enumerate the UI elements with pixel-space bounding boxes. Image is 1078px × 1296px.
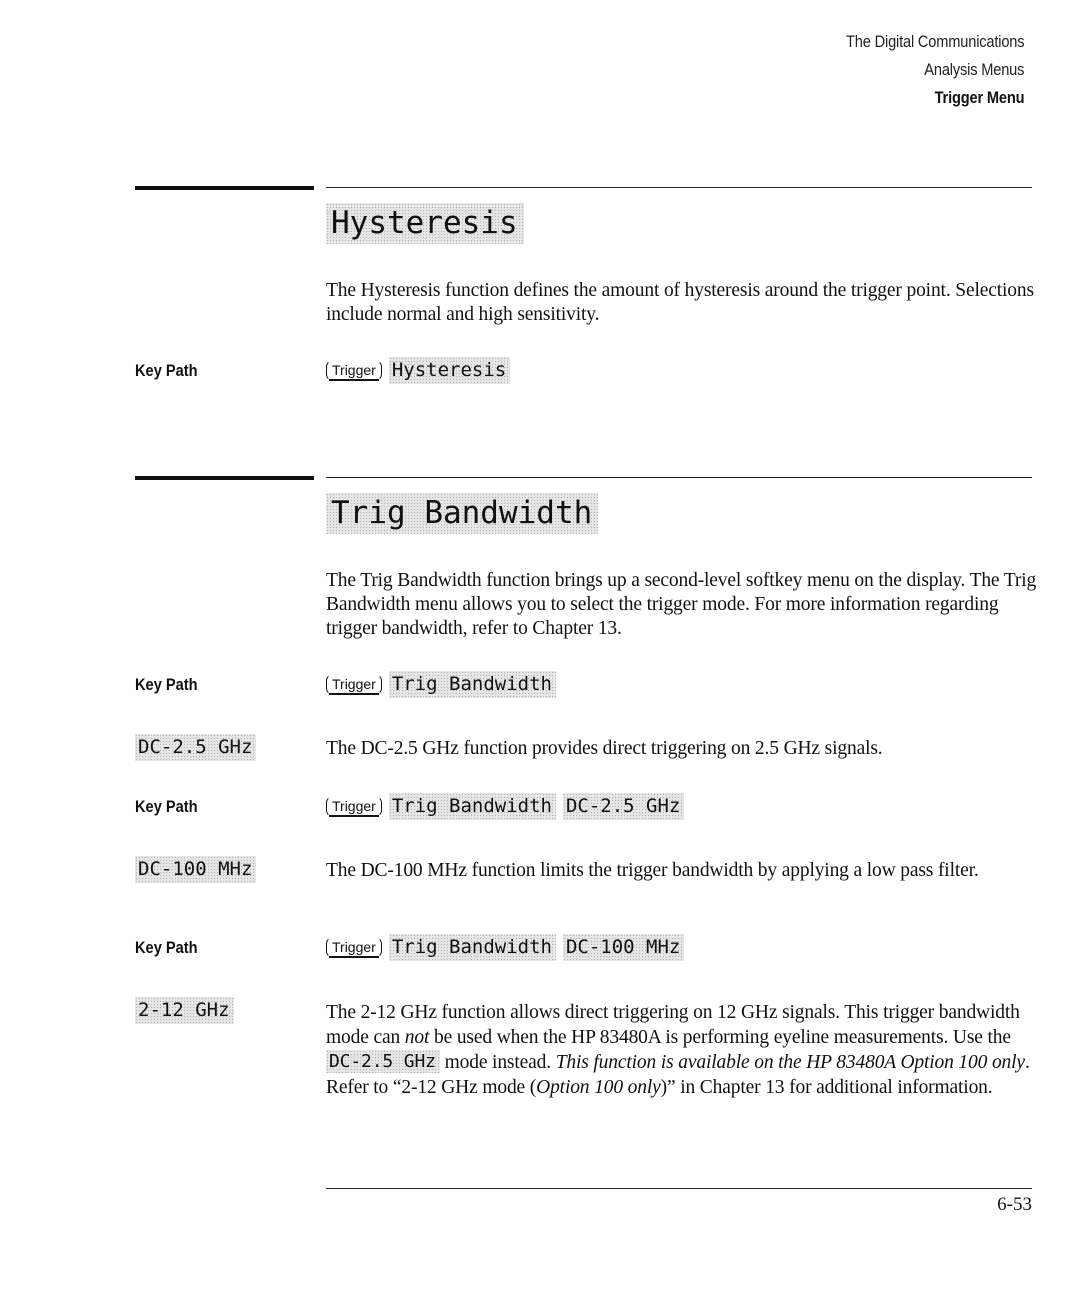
dc-100-mhz-description: The DC-100 MHz function limits the trigger bandwidth by applying a low pass filter. <box>326 860 979 881</box>
hysteresis-key-path <box>326 357 510 384</box>
trig-bandwidth-description: The Trig Bandwidth function brings up a second-level softkey menu on the display. The Trig Bandwidth menu allows you to select the trigger mode. For more information regarding trigger bandwidth, refer to Chapter 13. <box>326 570 1037 639</box>
trigger-hardkey: Trigger <box>326 796 382 816</box>
section-rule-thick <box>135 476 314 480</box>
dc-2-5-ghz-inline-key: DC-2.5 GHz <box>326 1050 440 1073</box>
hysteresis-softkey: Hysteresis <box>389 357 510 384</box>
desc-emphasis: This function is available on the HP 83480A Option 100 only <box>555 1052 1025 1073</box>
desc-text: be used when the HP 83480A is performing eyeline measurements. Use the <box>429 1027 1011 1048</box>
hysteresis-key-path-label: Key Path <box>135 361 198 380</box>
page-number: 6-53 <box>997 1194 1032 1215</box>
dc-2-5-ghz-key: DC-2.5 GHz <box>135 734 256 761</box>
dc-100-mhz-key-path-label: Key Path <box>135 938 198 957</box>
trigger-hardkey: Trigger <box>326 674 382 694</box>
2-12-ghz-key: 2-12 GHz <box>135 997 234 1024</box>
dc-100-mhz-key: DC-100 MHz <box>135 856 256 883</box>
running-header-line1: The Digital Communications <box>845 32 1024 51</box>
desc-emphasis: not <box>404 1027 430 1048</box>
desc-emphasis: Option 100 only <box>536 1077 661 1098</box>
trig-bandwidth-softkey: Trig Bandwidth <box>389 934 556 961</box>
trig-bandwidth-key-path-label: Key Path <box>135 675 198 694</box>
dc-2-5-ghz-description: The DC-2.5 GHz function provides direct triggering on 2.5 GHz signals. <box>326 738 883 759</box>
hysteresis-description: The Hysteresis function defines the amount of hysteresis around the trigger point. Selections include normal and high sensitivity. <box>326 280 1034 325</box>
trig-bandwidth-softkey: Trig Bandwidth <box>389 671 556 698</box>
desc-text: mode instead. <box>439 1052 556 1073</box>
hysteresis-title: Hysteresis <box>326 203 524 244</box>
trigger-hardkey: Trigger <box>326 360 382 380</box>
dc-2-5-ghz-key-path-label: Key Path <box>135 797 198 816</box>
running-header-line3: Trigger Menu <box>934 88 1024 107</box>
2-12-ghz-description <box>326 1000 1038 1100</box>
footer-rule <box>326 1188 1032 1189</box>
desc-text: The 2-12 GHz function allows direct triggering on 12 GHz signals. This trigger bandwidth mode can <box>326 1002 1020 1048</box>
trigger-hardkey: Trigger <box>326 937 382 957</box>
dc-2-5-ghz-softkey: DC-2.5 GHz <box>563 793 684 820</box>
trig-bandwidth-title: Trig Bandwidth <box>326 493 598 534</box>
trig-bandwidth-key-path <box>326 671 556 698</box>
section-rule-thick <box>135 186 314 190</box>
dc-100-mhz-softkey: DC-100 MHz <box>563 934 684 961</box>
running-header-line2: Analysis Menus <box>924 60 1024 79</box>
dc-100-mhz-key-path <box>326 934 684 961</box>
dc-2-5-ghz-key-path <box>326 793 684 820</box>
desc-text: . Refer to “2-12 GHz mode ( <box>326 1052 1030 1098</box>
desc-text: )” in Chapter 13 for additional information. <box>660 1077 993 1098</box>
section-rule-thin <box>326 187 1032 188</box>
section-rule-thin <box>326 477 1032 478</box>
trig-bandwidth-softkey: Trig Bandwidth <box>389 793 556 820</box>
